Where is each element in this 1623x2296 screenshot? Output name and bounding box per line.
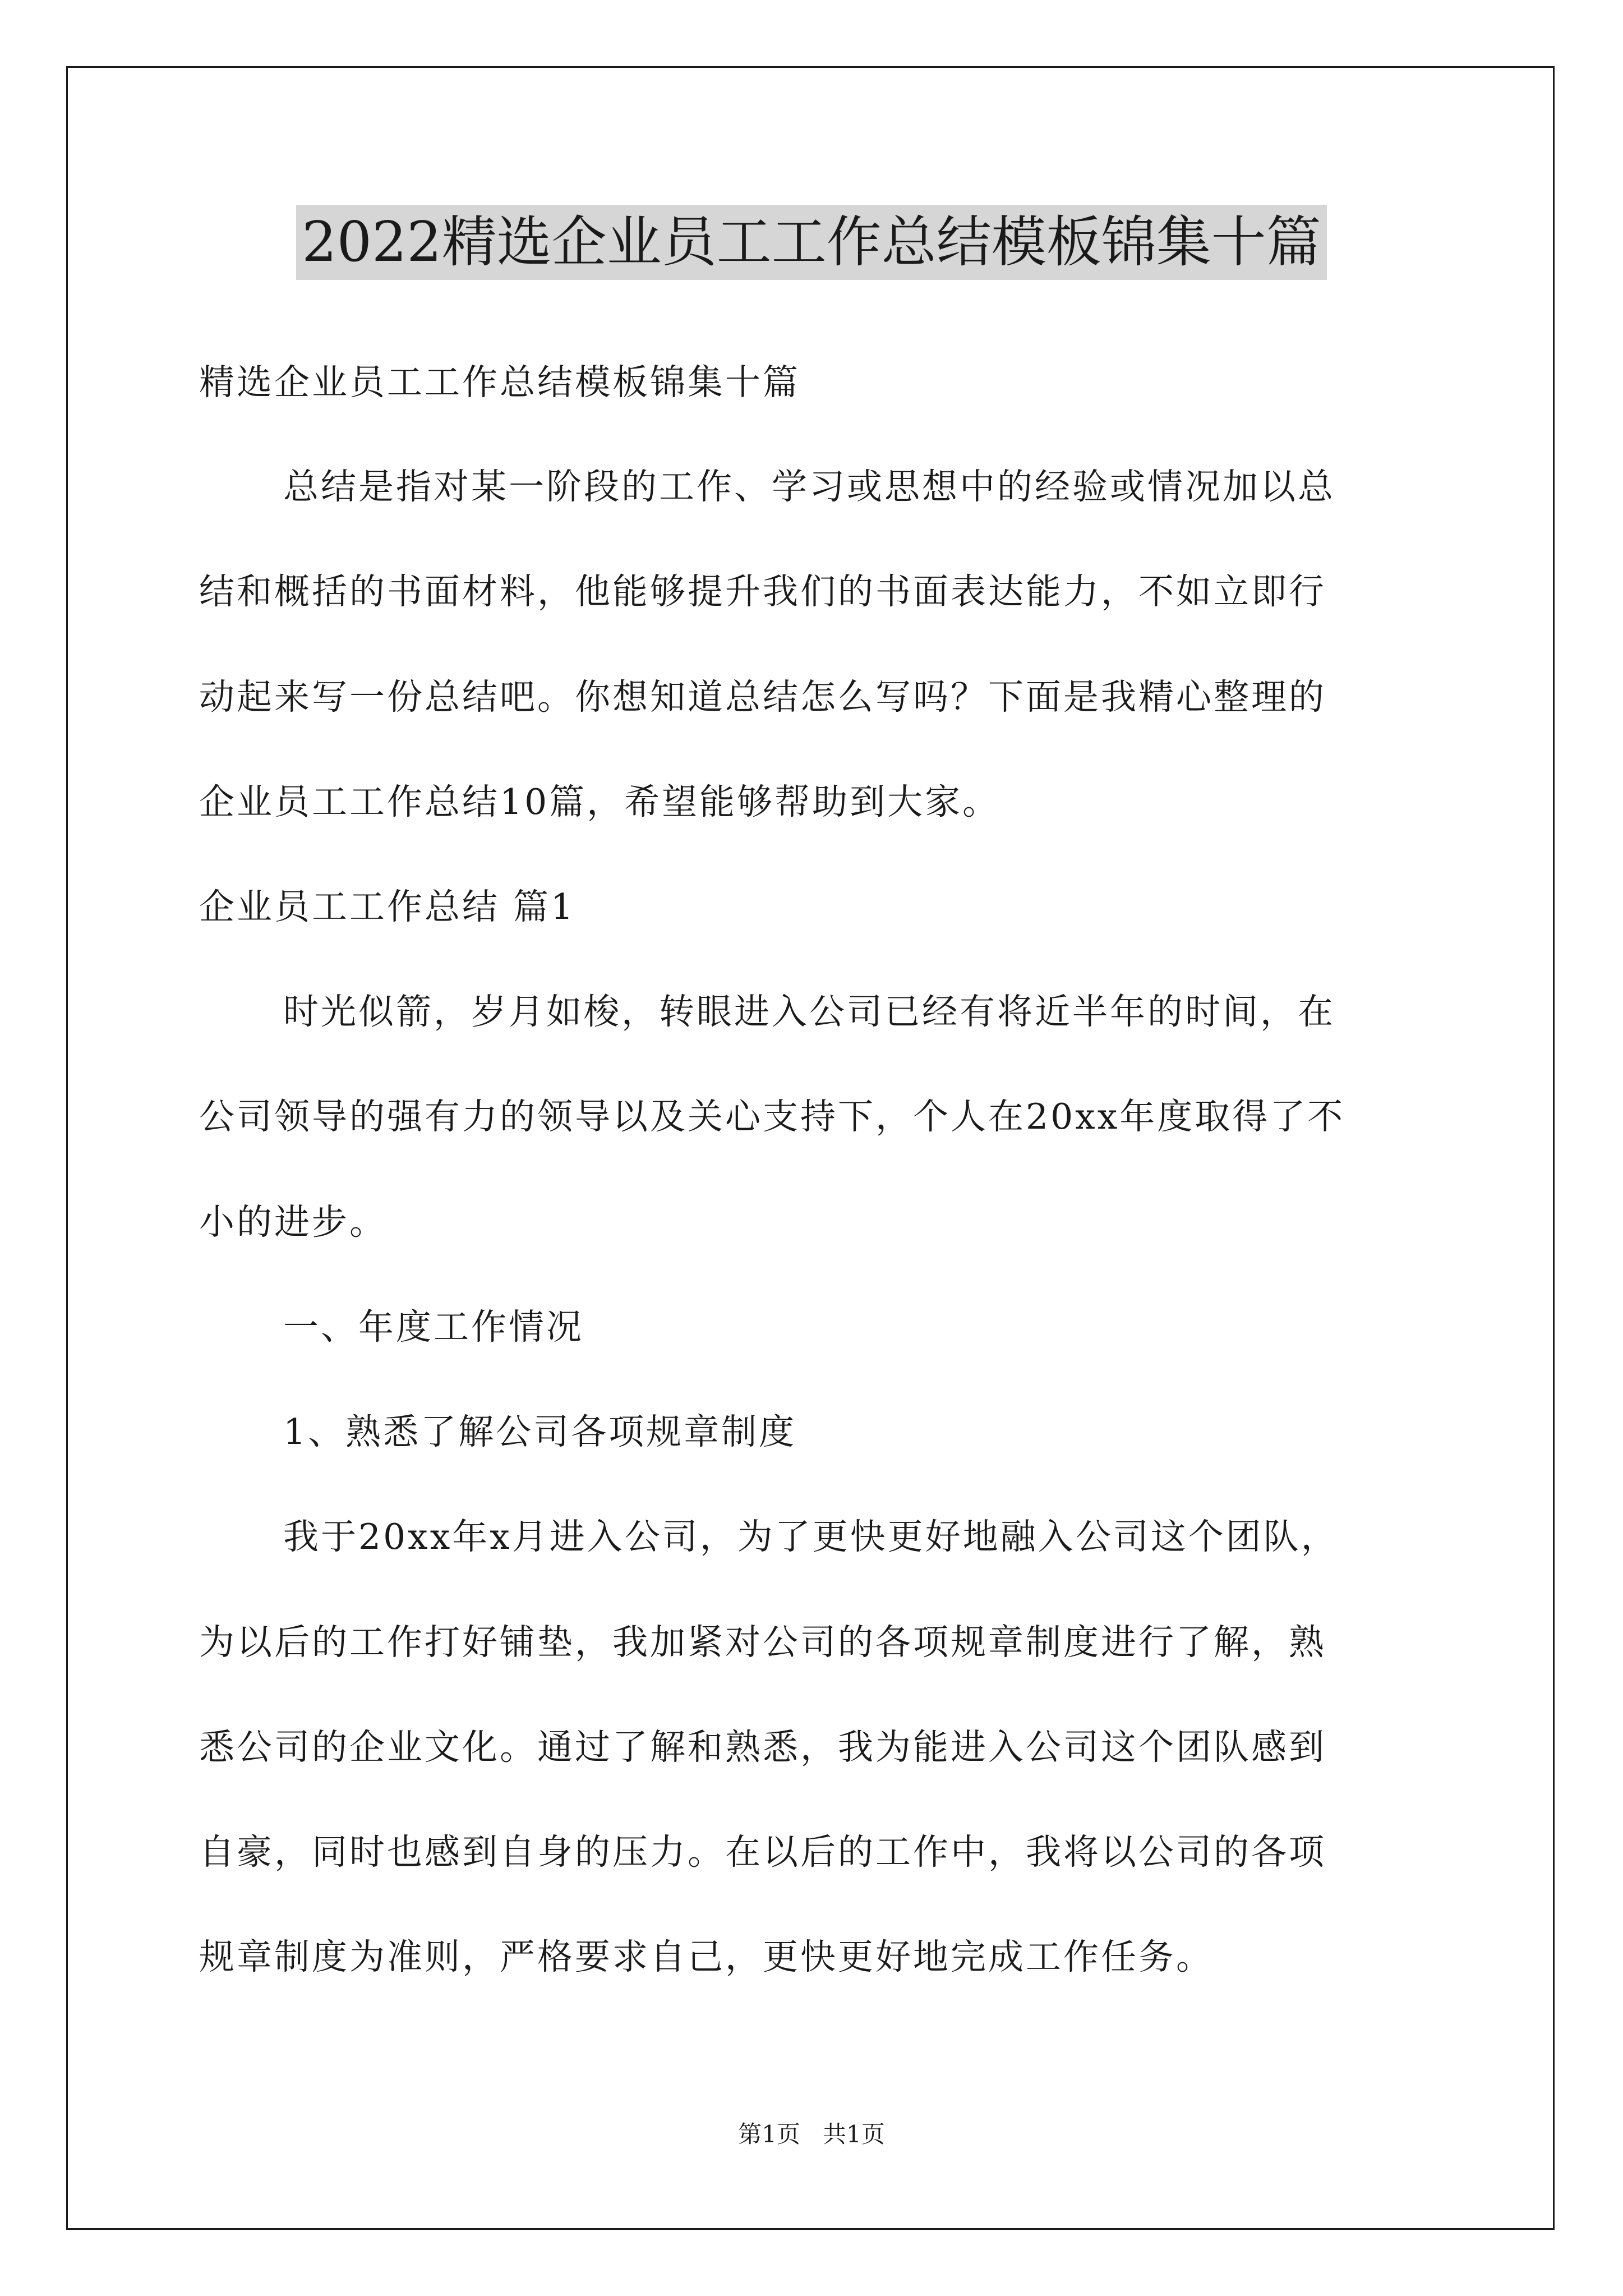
subheading: 一、年度工作情况 <box>283 1306 584 1347</box>
paragraph-line: 小的进步。 <box>199 1202 387 1243</box>
paragraph-line: 我于20xx年x月进入公司，为了更快更好地融入公司这个团队， <box>283 1516 1339 1557</box>
section-heading: 企业员工工作总结 篇1 <box>199 886 576 927</box>
paragraph-line: 自豪，同时也感到自身的压力。在以后的工作中，我将以公司的各项 <box>199 1832 1326 1872</box>
intro-line: 动起来写一份总结吧。你想知道总结怎么写吗？下面是我精心整理的 <box>199 677 1326 717</box>
paragraph-line: 规章制度为准则，严格要求自己，更快更好地完成工作任务。 <box>199 1936 1214 1977</box>
paragraph-line: 为以后的工作打好铺垫，我加紧对公司的各项规章制度进行了解，熟 <box>199 1622 1326 1663</box>
title-container <box>0 205 1623 280</box>
intro-line: 总结是指对某一阶段的工作、学习或思想中的经验或情况加以总 <box>283 466 1335 507</box>
document-subtitle: 精选企业员工工作总结模板锦集十篇 <box>199 362 800 403</box>
paragraph-line: 悉公司的企业文化。通过了解和熟悉，我为能进入公司这个团队感到 <box>199 1727 1326 1768</box>
intro-line: 结和概括的书面材料，他能够提升我们的书面表达能力，不如立即行 <box>199 571 1326 612</box>
subheading: 1、熟悉了解公司各项规章制度 <box>283 1411 797 1452</box>
intro-line: 企业员工工作总结10篇，希望能够帮助到大家。 <box>199 781 1000 822</box>
paragraph-line: 公司领导的强有力的领导以及关心支持下，个人在20xx年度取得了不 <box>199 1096 1345 1137</box>
paragraph-line: 时光似箭，岁月如梭，转眼进入公司已经有将近半年的时间，在 <box>283 991 1335 1032</box>
document-title: 2022精选企业员工工作总结模板锦集十篇 <box>296 205 1326 280</box>
page-number: 第1页 共1页 <box>738 2120 885 2148</box>
